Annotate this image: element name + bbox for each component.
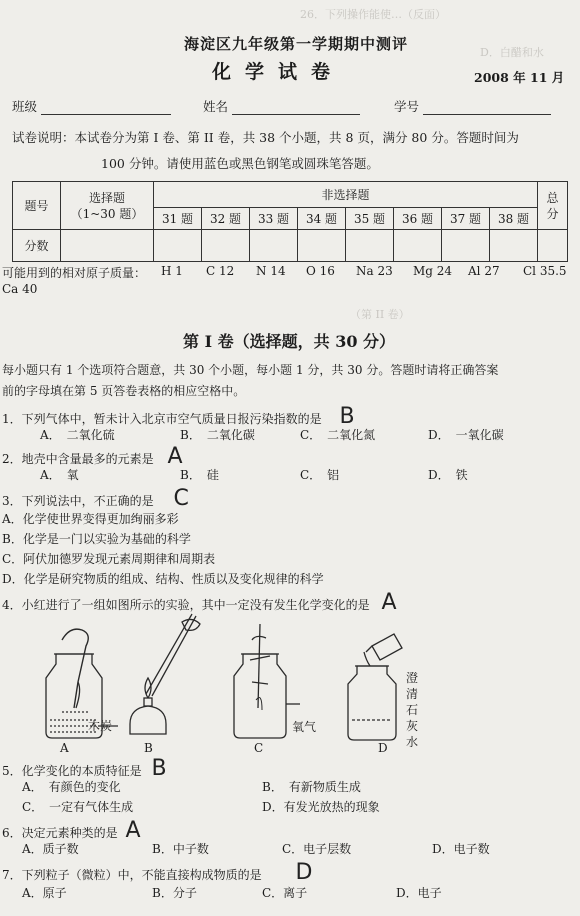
figure-charcoal-label: 木炭 xyxy=(88,719,113,733)
header-choice-range: （1~30 题） xyxy=(70,206,144,221)
q6-option-d: D．电子数 xyxy=(432,842,490,856)
q3-option-b: B．化学是一门以实验为基础的科学 xyxy=(2,532,191,546)
q7-option-d: D．电子 xyxy=(396,886,442,900)
section-desc-1: 每小题只有 1 个选项符合题意，共 30 个小题，每小题 1 分，共 30 分。答题时请将正确答案 xyxy=(2,363,499,377)
bleed-through: D．白醋和水 xyxy=(480,46,544,59)
score-cell-choice[interactable] xyxy=(61,230,154,262)
header-q35: 35 题 xyxy=(346,208,394,230)
mass-c: C 12 xyxy=(206,264,235,278)
q3-option-d: D．化学是研究物质的组成、结构、性质以及变化规律的科学 xyxy=(2,572,324,586)
mass-h: H 1 xyxy=(161,264,183,278)
instructions-line-1: 试卷说明：本试卷分为第 I 卷、第 II 卷，共 38 个小题，共 8 页，满分 80 分。答题时间为 xyxy=(12,130,519,145)
section-desc-2: 前的字母填在第 5 页答卷表格的相应空格中。 xyxy=(2,384,246,398)
q3-stem xyxy=(2,486,189,511)
q7-stem-text: 7．下列粒子（微粒）中，不能直接构成物质的是 xyxy=(2,868,262,882)
q2-option-a: A． 氧 xyxy=(40,468,79,482)
score-cell[interactable] xyxy=(394,230,442,262)
q1-option-b: B． 二氧化碳 xyxy=(180,428,255,442)
bleed-through: （第 II 卷） xyxy=(350,308,410,321)
experiment-d-jar xyxy=(348,634,402,740)
figure-label-c: C xyxy=(254,741,264,754)
header-total xyxy=(538,182,568,230)
score-cell[interactable] xyxy=(298,230,346,262)
mass-cl: Cl 35.5 xyxy=(523,264,567,278)
q4-handwritten-answer: A xyxy=(381,590,397,615)
q1-handwritten-answer: B xyxy=(339,404,355,429)
q3-option-a: A．化学使世界变得更加绚丽多彩 xyxy=(2,512,179,526)
header-choice-label: 选择题 xyxy=(88,190,125,205)
q1-option-d: D． 一氧化碳 xyxy=(428,428,504,442)
header-choice xyxy=(61,182,154,230)
q1-option-a: A． 二氧化硫 xyxy=(40,428,115,442)
experiment-figure xyxy=(0,612,580,754)
score-cell[interactable] xyxy=(490,230,538,262)
figure-limewater-4: 灰 xyxy=(406,719,419,733)
class-label: 班级 xyxy=(12,99,38,114)
q5-stem-text: 5．化学变化的本质特征是 xyxy=(2,764,142,778)
figure-label-d: D xyxy=(378,741,388,754)
score-cell[interactable] xyxy=(442,230,490,262)
header-q32: 32 题 xyxy=(202,208,250,230)
q6-option-a: A．质子数 xyxy=(22,842,79,856)
mass-n: N 14 xyxy=(256,264,286,278)
q2-handwritten-answer: A xyxy=(167,444,183,469)
q5-option-c: C． 一定有气体生成 xyxy=(22,800,134,814)
q6-option-c: C．电子层数 xyxy=(282,842,352,856)
exam-date: 2008 年 11 月 xyxy=(474,70,565,85)
q2-option-d: D． 铁 xyxy=(428,468,468,482)
q2-stem xyxy=(2,444,183,469)
mass-na: Na 23 xyxy=(356,264,393,278)
q5-option-b: B． 有新物质生成 xyxy=(262,780,361,794)
paper-title: 化学试卷 xyxy=(212,61,345,83)
header-q36: 36 题 xyxy=(394,208,442,230)
figure-oxygen-label: 氧气 xyxy=(292,720,317,734)
score-cell[interactable] xyxy=(154,230,202,262)
school-title: 海淀区九年级第一学期期中测评 xyxy=(184,35,409,53)
header-nonchoice: 非选择题 xyxy=(154,182,538,208)
mass-mg: Mg 24 xyxy=(413,264,453,278)
q6-stem-text: 6．决定元素种类的是 xyxy=(2,826,118,840)
figure-label-b: B xyxy=(144,741,153,754)
row-score-label: 分数 xyxy=(13,230,61,262)
header-total-2: 分 xyxy=(546,206,559,221)
bleed-through: 26．下列操作能使…（反面） xyxy=(300,8,446,21)
info-line xyxy=(12,97,551,115)
mass-o: O 16 xyxy=(306,264,335,278)
score-cell[interactable] xyxy=(250,230,298,262)
mass-ca: Ca 40 xyxy=(2,282,38,296)
q2-option-b: B． 硅 xyxy=(180,468,219,482)
header-q31: 31 题 xyxy=(154,208,202,230)
q6-option-b: B．中子数 xyxy=(152,842,209,856)
number-label: 学号 xyxy=(393,99,419,114)
name-label: 姓名 xyxy=(202,99,228,114)
header-total-1: 总 xyxy=(546,190,559,205)
q6-handwritten-answer: A xyxy=(125,818,141,843)
experiment-c-jar xyxy=(234,624,300,738)
q3-stem-text: 3．下列说法中，不正确的是 xyxy=(2,494,154,508)
header-q37: 37 题 xyxy=(442,208,490,230)
figure-limewater-1: 澄 xyxy=(406,671,419,685)
score-table xyxy=(12,181,568,262)
q4-stem-text: 4．小红进行了一组如图所示的实验，其中一定没有发生化学变化的是 xyxy=(2,598,370,612)
q7-option-b: B．分子 xyxy=(152,886,197,900)
q7-option-c: C．离子 xyxy=(262,886,308,900)
figure-limewater-2: 清 xyxy=(406,687,419,701)
q7-stem xyxy=(2,860,312,885)
q1-stem-text: 1．下列气体中，暂未计入北京市空气质量日报污染指数的是 xyxy=(2,412,322,426)
q5-option-d: D．有发光放热的现象 xyxy=(262,800,380,814)
class-field[interactable] xyxy=(41,100,171,115)
figure-label-a: A xyxy=(60,741,69,754)
experiment-b-lamp xyxy=(130,614,200,734)
header-tihao: 题号 xyxy=(13,182,61,230)
header-q34: 34 题 xyxy=(298,208,346,230)
q7-handwritten-answer: D xyxy=(295,860,313,885)
mass-al: Al 27 xyxy=(468,264,500,278)
q5-option-a: A． 有颜色的变化 xyxy=(22,780,121,794)
instructions-line-2: 100 分钟。请使用蓝色或黑色钢笔或圆珠笔答题。 xyxy=(101,156,379,171)
atomic-mass-label: 可能用到的相对原子质量： xyxy=(2,266,147,280)
q7-option-a: A．原子 xyxy=(22,886,67,900)
q1-option-c: C． 二氧化氮 xyxy=(300,428,376,442)
score-cell[interactable] xyxy=(202,230,250,262)
q2-stem-text: 2．地壳中含量最多的元素是 xyxy=(2,452,154,466)
figure-limewater-3: 石 xyxy=(406,703,419,717)
header-q38: 38 题 xyxy=(490,208,538,230)
name-field[interactable] xyxy=(232,100,360,115)
section-title: 第 I 卷（选择题，共 30 分） xyxy=(183,332,396,351)
number-field[interactable] xyxy=(423,100,551,115)
q3-option-c: C．阿伏加德罗发现元素周期律和周期表 xyxy=(2,552,216,566)
q3-handwritten-answer: C xyxy=(173,486,189,511)
score-cell-total[interactable] xyxy=(538,230,568,262)
figure-limewater-5: 水 xyxy=(406,735,419,749)
score-cell[interactable] xyxy=(346,230,394,262)
header-q33: 33 题 xyxy=(250,208,298,230)
q5-handwritten-answer: B xyxy=(151,756,167,781)
q2-option-c: C． 铝 xyxy=(300,468,340,482)
